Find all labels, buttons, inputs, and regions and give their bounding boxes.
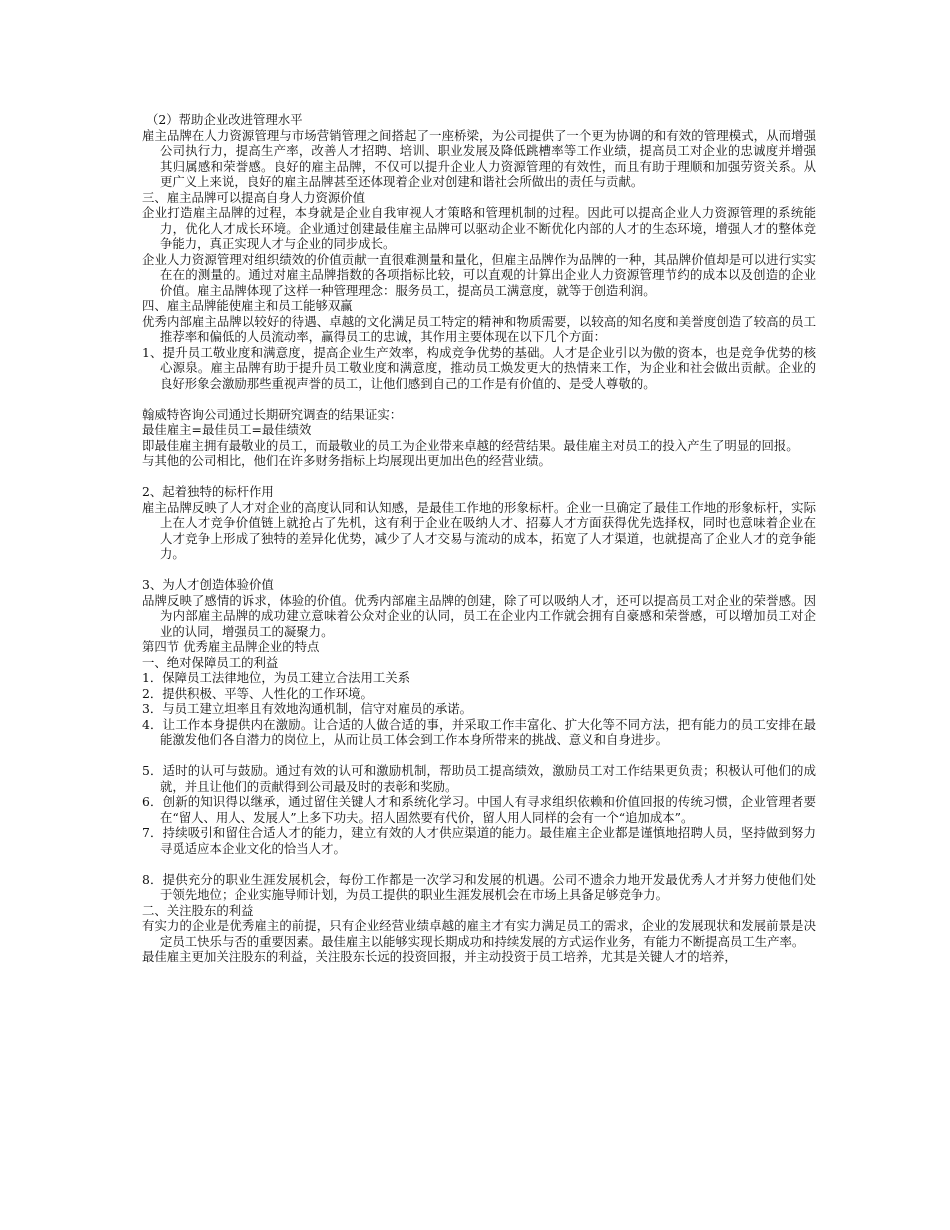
item-heading-3: 3、为人才创造体验价值 xyxy=(142,577,274,592)
section-heading-1: 一、绝对保障员工的利益 xyxy=(142,654,279,670)
paragraph: 雇主品牌在人力资源管理与市场营销管理之间搭起了一座桥梁，为公司提供了一个更为协调的和有效的管理模式，从而增强公司执行力，提高生产率，改善人才招聘、培训、职业发展及降低跳槽率等工作业绩，提高员工对企业的忠诚度并增强其归属感和荣誉感。良好的雇主品牌，不仅可以提升企业人力资源管理的有效性，而且有助于理顺和加强劳资关系。从更广义上来说，良好的雇主品牌甚至还体现着企业对创建和谐社会所做出的责任与贡献。 xyxy=(142,127,816,189)
blank-line xyxy=(142,856,816,872)
document-body xyxy=(142,112,816,965)
paragraph: 企业人力资源管理对组织绩效的价值贡献一直很难测量和量化，但雇主品牌作为品牌的一种，其品牌价值却是可以进行实实在在的测量的。通过对雇主品牌指数的各项指标比较，可以直观的计算出企业人力资源管理节约的成本以及创造的企业价值。雇主品牌体现了这样一种管理理念：服务员工，提高员工满意度，就等于创造利润。 xyxy=(142,251,816,298)
paragraph: 8．提供充分的职业生涯发展机会，每份工作都是一次学习和发展的机遇。公司不遗余力地开发最优秀人才并努力使他们处于领先地位；企业实施导师计划，为员工提供的职业生涯发展机会在市场上具备足够竞争力。 xyxy=(142,871,816,902)
paragraph: 雇主品牌反映了人才对企业的高度认同和认知感，是最佳工作地的形象标杆。企业一旦确定了最佳工作地的形象标杆，实际上在人才竞争价值链上就抢占了先机，这有利于企业在吸纳人才、招募人才方面获得优先选择权，同时也意味着企业在人才竞争上形成了独特的差异化优势，减少了人才交易与流动的成本，拓宽了人才渠道，也就提高了企业人才的竞争能力。 xyxy=(142,499,816,561)
paragraph: 6．创新的知识得以继承，通过留住关键人才和系统化学习。中国人有寻求组织依赖和价值回报的传统习惯，企业管理者要在“留人、用人、发展人”上多下功夫。招人固然要有代价，留人用人同样的会有一个“追加成本”。 xyxy=(142,794,816,825)
paragraph: 品牌反映了感情的诉求，体验的价值。优秀内部雇主品牌的创建，除了可以吸纳人才，还可以提高员工对企业的荣誉感。因为内部雇主品牌的成功建立意味着公众对企业的认同，员工在企业内工作就会拥有自豪感和荣誉感，可以增加员工对企业的认同，增强员工的凝聚力。 xyxy=(142,592,816,639)
blank-line xyxy=(142,391,816,407)
paragraph: 3．与员工建立坦率且有效地沟通机制，信守对雇员的承诺。 xyxy=(142,701,473,716)
blank-line xyxy=(142,748,816,764)
chapter-section-heading: 第四节 优秀雇主品牌企业的特点 xyxy=(142,639,320,654)
paragraph: 7．持续吸引和留住合适人才的能力，建立有效的人才供应渠道的能力。最佳雇主企业都是谨慎地招聘人员，坚持做到努力寻觅适应本企业文化的恰当人才。 xyxy=(142,825,816,856)
paragraph: 5．适时的认可与鼓励。通过有效的认可和激励机制，帮助员工提高绩效，激励员工对工作结果更负责；积极认可他们的成就，并且让他们的贡献得到公司最及时的表彰和奖励。 xyxy=(142,763,816,794)
paragraph: 有实力的企业是优秀雇主的前提，只有企业经营业绩卓越的雇主才有实力满足员工的需求，企业的发展现状和发展前景是决定员工快乐与否的重要因素。最佳雇主以能够实现长期成功和持续发展的方式运作业务，有能力不断提高员工生产率。 xyxy=(142,918,816,949)
blank-line xyxy=(142,469,816,485)
paragraph: 1．保障员工法律地位，为员工建立合法用工关系 xyxy=(142,670,411,685)
paragraph: 1、提升员工敬业度和满意度，提高企业生产效率，构成竞争优势的基础。人才是企业引以为傲的资本，也是竞争优势的核心源泉。雇主品牌有助于提升员工敬业度和满意度，推动员工焕发更大的热情来工作，为企业和社会做出贡献。企业的良好形象会激励那些重视声誉的员工，让他们感到自己的工作是有价值的、是受人尊敬的。 xyxy=(142,344,816,391)
paragraph: 翰威特咨询公司通过长期研究调查的结果证实： xyxy=(142,406,403,422)
subsection-heading-2: （2）帮助企业改进管理水平 xyxy=(146,112,303,127)
paragraph: 即最佳雇主拥有最敬业的员工，而最敬业的员工为企业带来卓越的经营结果。最佳雇主对员工的投入产生了明显的回报。 xyxy=(142,437,799,453)
paragraph: 4．让工作本身提供内在激励。让合适的人做合适的事，并采取工作丰富化、扩大化等不同方法，把有能力的员工安排在最能激发他们各自潜力的岗位上，从而让员工体会到工作本身所带来的挑战、意义和自身进步。 xyxy=(142,716,816,747)
paragraph: 优秀内部雇主品牌以较好的待遇、卓越的文化满足员工特定的精神和物质需要，以较高的知名度和美誉度创造了较高的员工推荐率和偏低的人员流动率，赢得员工的忠诚，其作用主要体现在以下几个方面： xyxy=(142,313,816,344)
paragraph: 最佳雇主=最佳员工=最佳绩效 xyxy=(142,422,312,437)
item-heading-2: 2、起着独特的标杆作用 xyxy=(142,484,274,499)
paragraph: 最佳雇主更加关注股东的利益，关注股东长远的投资回报，并主动投资于员工培养，尤其是关键人才的培养， xyxy=(142,949,737,964)
paragraph: 2．提供积极、平等、人性化的工作环境。 xyxy=(142,685,373,701)
section-heading-4: 四、雇主品牌能使雇主和员工能够双赢 xyxy=(142,298,353,313)
blank-line xyxy=(142,562,816,578)
section-heading-3: 三、雇主品牌可以提高自身人力资源价值 xyxy=(142,189,366,205)
section-heading-2: 二、关注股东的利益 xyxy=(142,902,254,918)
paragraph: 企业打造雇主品牌的过程，本身就是企业自我审视人才策略和管理机制的过程。因此可以提高企业人力资源管理的系统能力，优化人才成长环境。企业通过创建最佳雇主品牌可以驱动企业不断优化内部的人才的生态环境，增强人才的整体竞争能力，真正实现人才与企业的同步成长。 xyxy=(142,205,816,251)
paragraph: 与其他的公司相比，他们在许多财务指标上均展现出更加出色的经营业绩。 xyxy=(142,453,551,468)
